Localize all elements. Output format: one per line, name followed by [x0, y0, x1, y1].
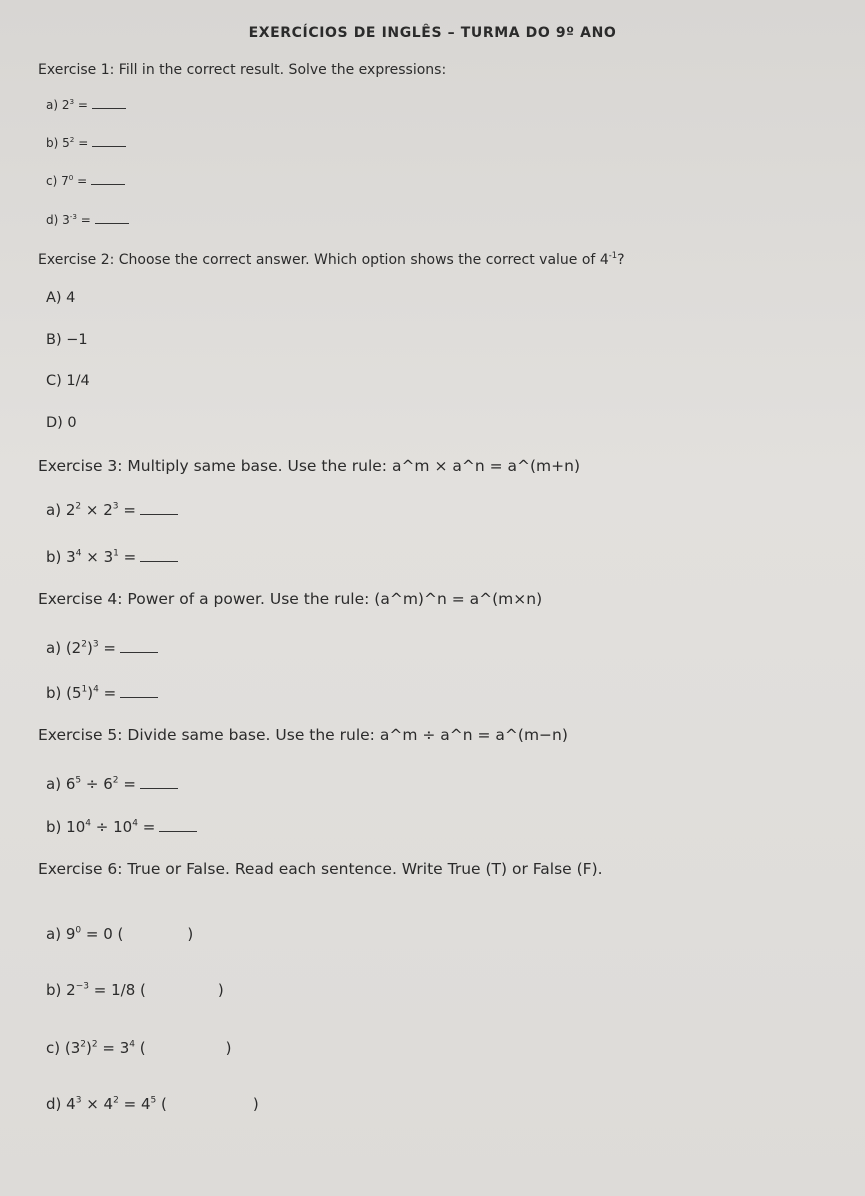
exercise-4-item-a: a) $(2^2)^3$ =	[46, 639, 158, 657]
answer-blank[interactable]	[120, 642, 158, 653]
exercise-2-option-a[interactable]: A) 4	[46, 290, 76, 306]
exercise-1-heading: Exercise 1: Fill in the correct result. Solve the expressions:	[38, 62, 447, 78]
answer-blank[interactable]	[95, 213, 129, 224]
answer-blank[interactable]	[140, 778, 178, 789]
exercise-2-heading: Exercise 2: Choose the correct answer. Which option shows the correct value of $4^{-1}$?	[38, 250, 625, 268]
exercise-2-option-b[interactable]: B) −1	[46, 332, 88, 348]
exercise-4-heading: Exercise 4: Power of a power. Use the rule: (a^m)^n = a^(m×n)	[38, 590, 543, 608]
exercise-6-heading: Exercise 6: True or False. Read each sentence. Write True (T) or False (F).	[38, 860, 603, 878]
exercise-1-item-b: b) $5^2$ =	[46, 136, 126, 150]
exercise-6-item-d: d) $4^3 \times 4^2 = 4^5$ ( )	[46, 1095, 259, 1113]
answer-blank[interactable]	[92, 136, 126, 147]
answer-blank[interactable]	[140, 504, 178, 515]
answer-blank[interactable]	[140, 551, 178, 562]
exercise-1-item-d: d) $3^{-3}$ =	[46, 213, 129, 227]
exercise-3-item-a: a) $2^2 \times 2^3$ =	[46, 501, 178, 519]
answer-blank[interactable]	[92, 98, 126, 109]
answer-blank[interactable]	[91, 174, 125, 185]
exercise-6-item-b: b) $2^{-3} = 1/8$ ( )	[46, 981, 224, 999]
exercise-3-heading: Exercise 3: Multiply same base. Use the rule: a^m × a^n = a^(m+n)	[38, 457, 581, 475]
page-title: EXERCÍCIOS DE INGLÊS – TURMA DO 9º ANO	[248, 25, 617, 41]
answer-blank[interactable]	[120, 687, 158, 698]
exercise-2-option-d[interactable]: D) 0	[46, 415, 77, 431]
exercise-2-option-c[interactable]: C) 1/4	[46, 373, 90, 389]
exercise-4-item-b: b) $(5^1)^4$ =	[46, 684, 158, 702]
exercise-6-item-c: c) $(3^2)^2 = 3^4$ ( )	[46, 1039, 232, 1057]
exercise-5-heading: Exercise 5: Divide same base. Use the rule: a^m ÷ a^n = a^(m−n)	[38, 726, 568, 744]
exercise-1-item-a: a) $2^3$ =	[46, 98, 126, 112]
exercise-1-item-c: c) $7^0$ =	[46, 174, 125, 188]
exercise-6-item-a: a) $9^0 = 0$ ( )	[46, 925, 194, 943]
exercise-3-item-b: b) $3^4 \times 3^1$ =	[46, 548, 178, 566]
exercise-5-item-a: a) $6^5 \div 6^2$ =	[46, 775, 178, 793]
exercise-5-item-b: b) $10^4 \div 10^4$ =	[46, 818, 197, 836]
answer-blank[interactable]	[159, 821, 197, 832]
